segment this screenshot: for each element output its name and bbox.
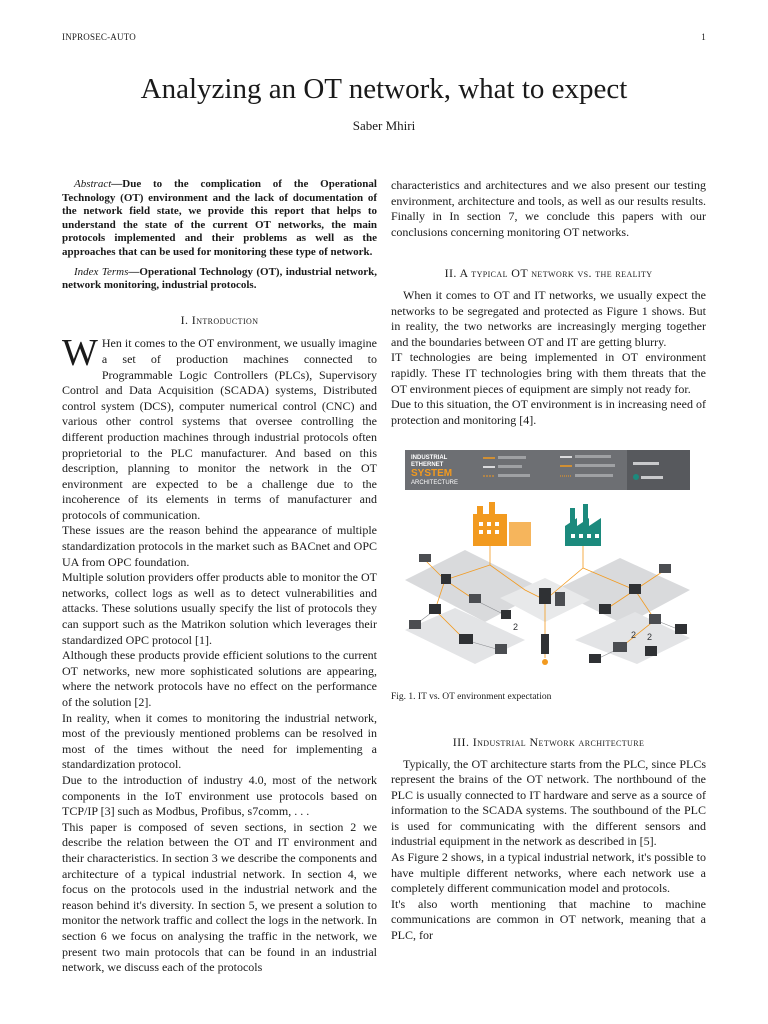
sec2-paragraph-3: Due to this situation, the OT environment is in increasing need of protection and monitoring [4]. [391, 397, 706, 427]
left-column [62, 178, 377, 976]
section-heading-industrial-architecture: III. Industrial Network architecture [452, 734, 645, 749]
banner-title-line-2: ETHERNET [411, 462, 444, 469]
right-column [391, 178, 706, 944]
intro-paragraph-2: These issues are the reason behind the appearance of multiple standardization protocols in the market such as BACnet and OPC UA from OPC foundation. [62, 523, 377, 569]
index-terms-text: —Operational Technology (OT), industrial network, network monitoring, industrial protocols. [62, 265, 377, 292]
author-name: Saber Mhiri [352, 118, 416, 133]
section-heading-typical-ot: II. A typical OT network vs. the reality [444, 266, 653, 281]
banner-title-line-4: ARCHITECTURE [411, 480, 459, 487]
device-label: 2 [513, 622, 519, 633]
abstract-text: —Due to the complication of the Operational Technology (OT) environment and the lack of documentation of the network field state, we provide this report that helps to understand the state of the current OT networks, the main protocols implemented and their problems as well as the approaches that can be used for monitoring these type of network. [62, 178, 377, 258]
drop-cap: W [62, 332, 98, 375]
intro-paragraph-6: Due to the introduction of industry 4.0, most of the network components in the IoT environment use protocols based on TCP/IP [3] such as Modbus, Profibus, s7comm, . . . [62, 772, 377, 819]
index-terms-label: Index Terms [74, 265, 129, 278]
intro-paragraph-4: Although these products provide efficient solutions to the current OT networks, new more sophisticated solutions are appearing, where the network protocols have no effect on the performance of the solution [2]. [62, 648, 377, 709]
industrial-ethernet-architecture-diagram [405, 450, 690, 672]
intro-paragraph-1-text: Hen it comes to the OT environment, we usually imagine a set of production machines connected to Programmable Logic Controllers (PLCs), Supervisory Control and Data Acquisition (SCADA) systems, Distributed control system (DCS), computer numerical control (CNC) and various other control systems that oversee controlling the different production machines through industrial protocols often proprietorial to the PLC manufacturer. And based on this description, planning to monitor the network in the OT environment are expected to be a challenge due to the incoherence of its elements in terms of manufacturer and protocols of communication. [62, 336, 377, 522]
figure-1 [391, 428, 706, 703]
banner-title-line-1: INDUSTRIAL [411, 455, 448, 462]
intro-paragraph-5: In reality, when it comes to monitoring the industrial network, most of the previously mentioned problems can be resolved in most of the times without the need for implementing a standardization protocol. [62, 710, 377, 772]
sec3-paragraph-3: It's also worth mentioning that machine to machine communications are common in OT network, meaning that a PLC, for [391, 896, 706, 943]
intro-paragraph-1 [62, 332, 377, 523]
intro-paragraph-3: Multiple solution providers offer products able to monitor the OT networks, collect logs as well as to detect vulnerabilities and attacks. These solutions usually specify the list of protocols they can support such as the Matrikon solution which leverages their standardized OPC protocol [1]. [62, 570, 377, 647]
abstract [62, 178, 377, 260]
device-label: 2 [631, 630, 637, 641]
banner-title-line-3: SYSTEM [411, 468, 453, 480]
ot-building [565, 504, 601, 546]
index-terms [62, 266, 377, 293]
intro-paragraph-7: This paper is composed of seven sections, in section 2 we describe the relation between the OT and IT environment and their characteristics. In section 3 we describe the components and architecture of a typical industrial network. In section 4, we focus on the protocols used in the industrial network and the reason behind it's diversity. In section 5, we present a solution to monitor the network traffic and collect the logs in the network. In section 6 we focus on analysing the traffic in the network, we present two main protocols that can be found in an industrial network, we discuss each of the protocols [62, 819, 377, 975]
figure-1-caption: Fig. 1. IT vs. OT environment expectation [391, 691, 552, 702]
device-label: 2 [647, 632, 653, 643]
sec2-paragraph-1: When it comes to OT and IT networks, we usually expect the networks to be segregated and protected as Figure 1 shows. But in reality, the two networks are increasingly merging together and the boundaries between OT and IT are getting blurry. [391, 287, 706, 349]
sec3-paragraph-2: As Figure 2 shows, in a typical industrial network, it's possible to have multiple different networks, where each network use a completely different communication model and protocols. [391, 850, 706, 896]
running-header: INPROSEC-AUTO [62, 32, 136, 42]
paper-title: Analyzing an OT network, what to expect [140, 73, 628, 105]
abstract-label: Abstract [74, 178, 112, 190]
page-number: 1 [701, 32, 706, 42]
it-building [473, 502, 531, 546]
abstract-block [62, 178, 377, 293]
section-heading-introduction: I. Introduction [180, 312, 259, 327]
sec3-paragraph-1: Typically, the OT architecture starts from the PLC, since PLCs represent the brains of the OT network. The northbound of the PLC is usually connected to IT hardware and serve as a source of information to the SCADA systems. The southbound of the PLC is used for communicating with the different sensors and industrial equipment in the network as described in [5]. [391, 756, 706, 849]
sec2-paragraph-2: IT technologies are being implemented in OT environment rapidly. These IT technologies bring with them threats that the OT environment pieces of equipment are simply not ready for. [391, 350, 706, 396]
intro-paragraph-7-continued: characteristics and architectures and we also present our testing environment, architecture and tools, as well as our results results. Finally in In section 7, we conclude this papers with our conclusions concerning monitoring OT networks. [391, 178, 706, 239]
